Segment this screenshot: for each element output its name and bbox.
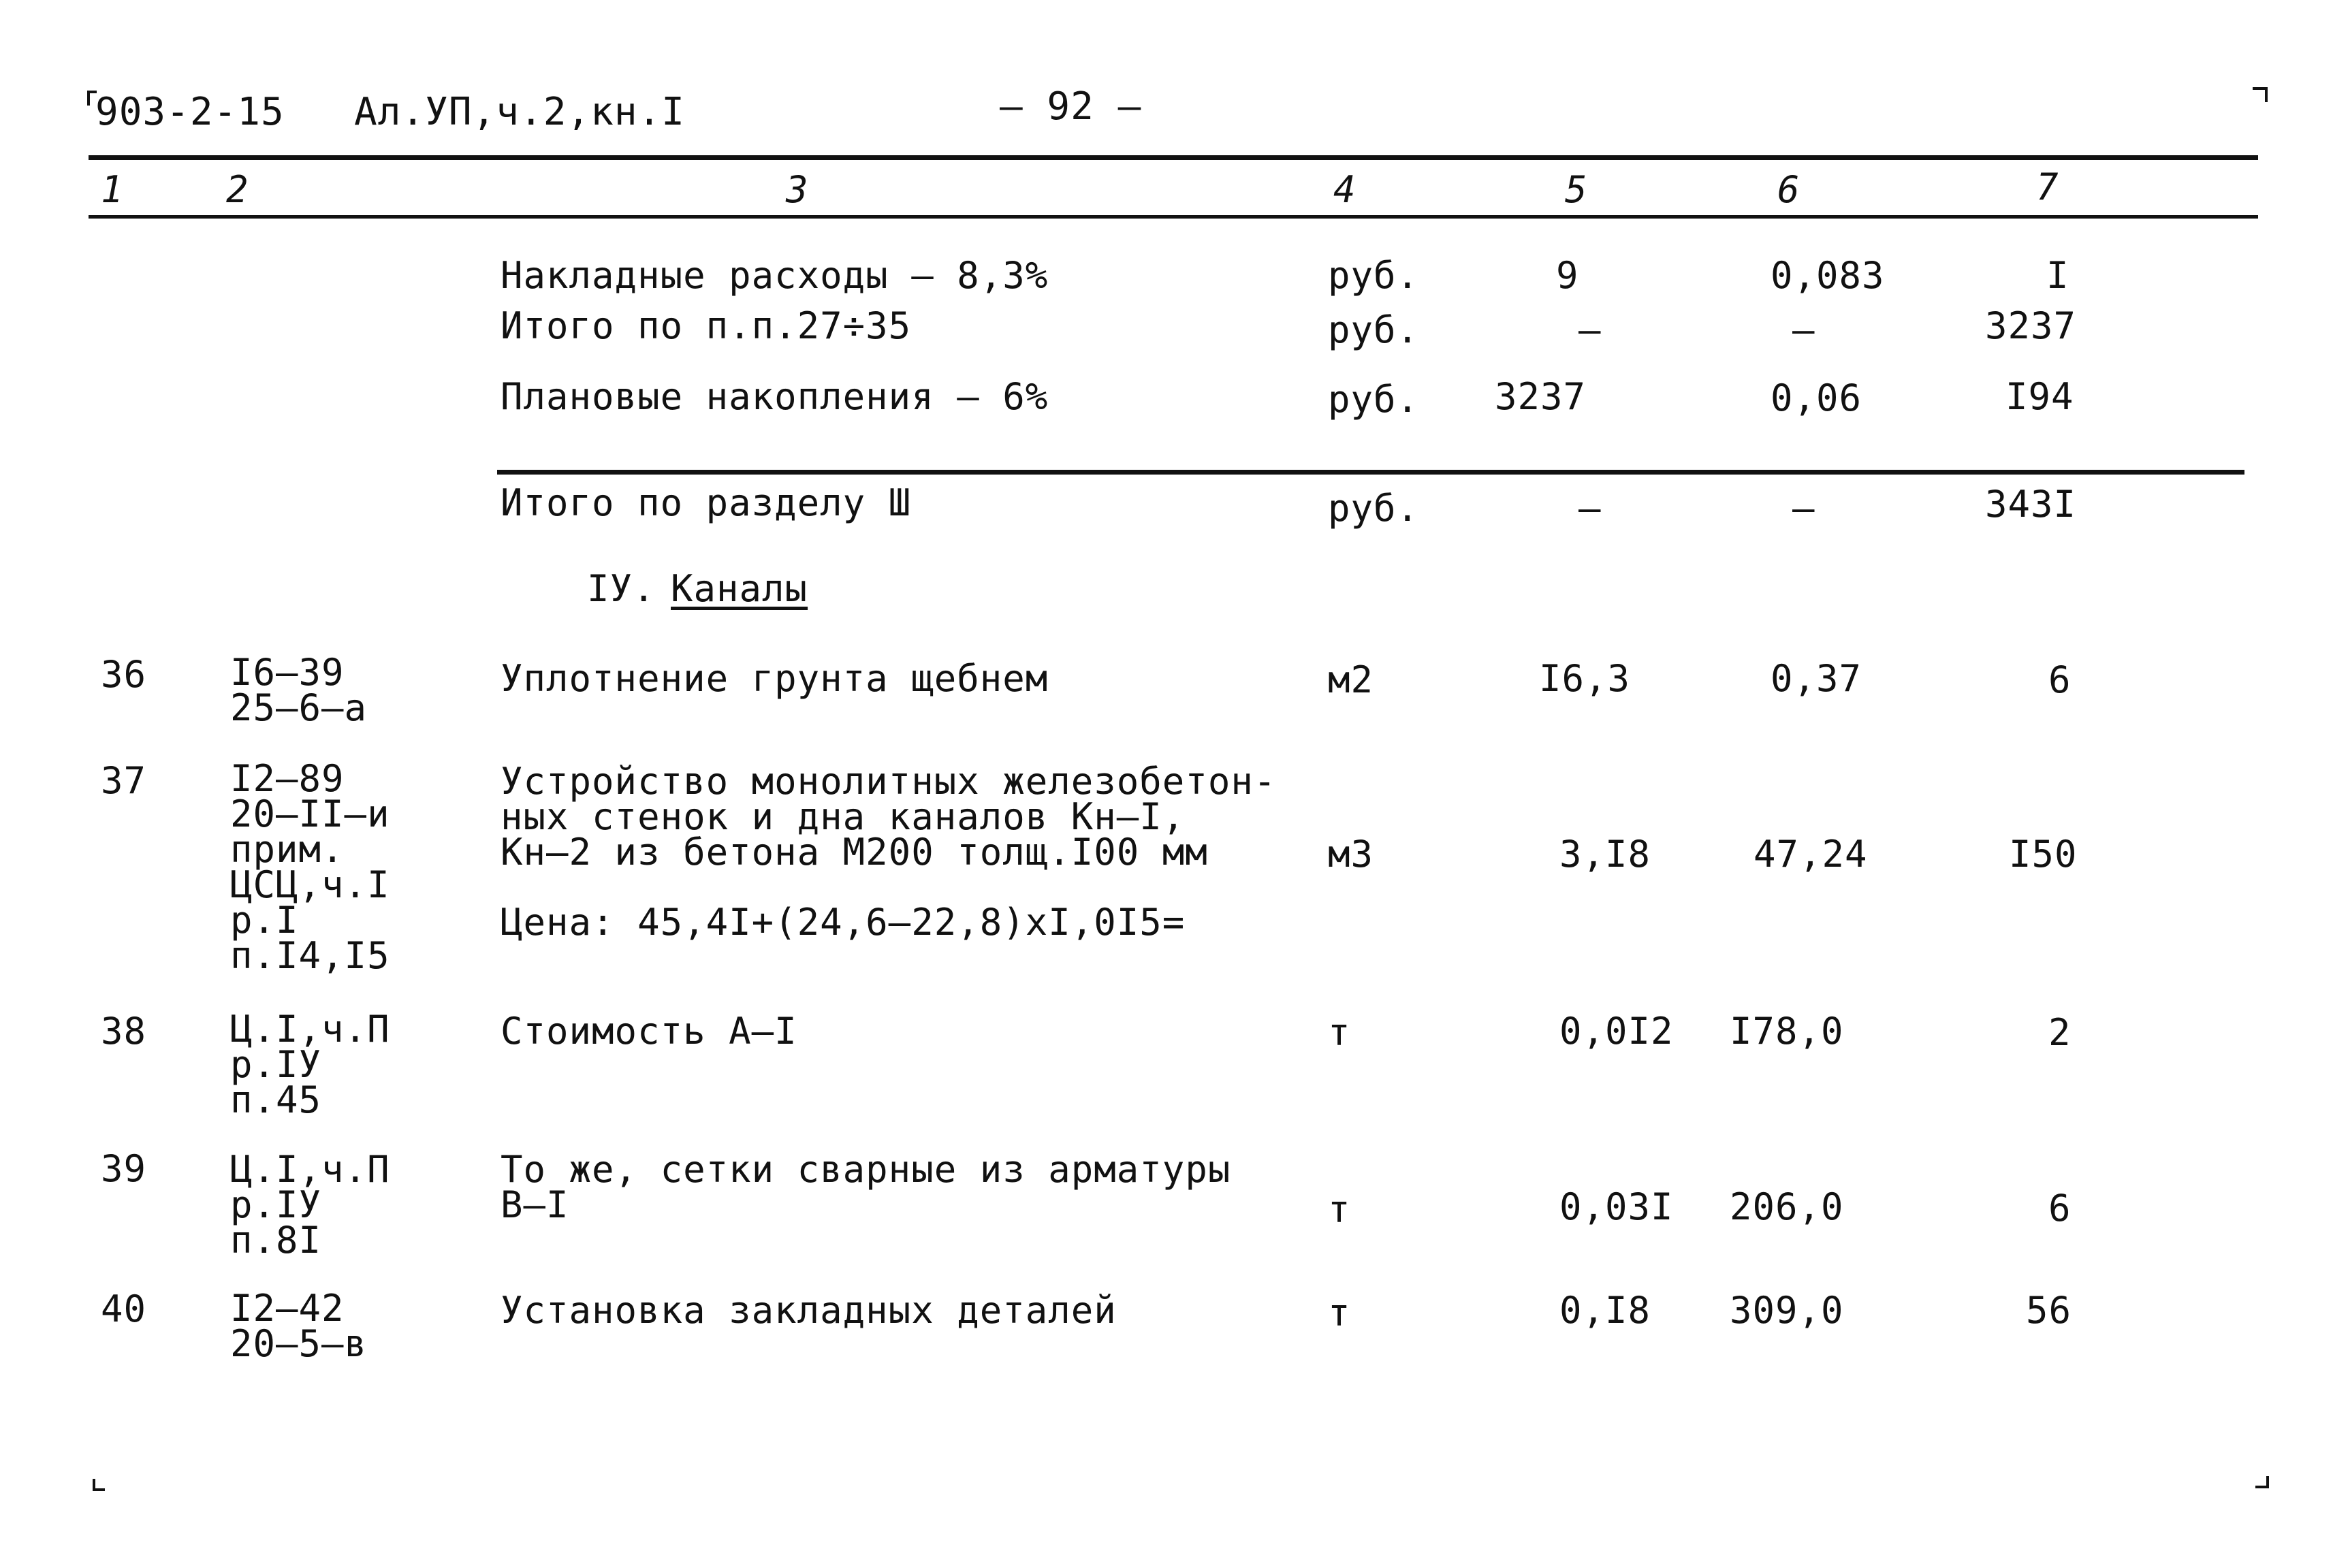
row-ref: I2–89	[230, 757, 345, 800]
section-total-name: Итого по разделу Ш	[501, 481, 912, 524]
row-unit: м3	[1328, 833, 1374, 876]
summary-price: 0,083	[1771, 254, 1885, 297]
section-total-value: 343I	[1985, 483, 2077, 526]
summary-name: Плановые накопления – 6%	[501, 375, 1049, 418]
album-ref: Ал.УП,ч.2,кн.I	[354, 90, 686, 134]
corner-mark-bottom-left	[93, 1479, 105, 1491]
row-ref: п.45	[230, 1078, 322, 1121]
col-header-6: 6	[1777, 168, 1800, 211]
row-total: 56	[2026, 1289, 2072, 1332]
row-description: Уплотнение грунта щебнем	[501, 657, 1049, 700]
row-description: Установка закладных деталей	[501, 1289, 1117, 1332]
row-ref: Ц.I,ч.П	[230, 1148, 390, 1191]
section-number: IУ.	[587, 567, 656, 610]
summary-price: –	[1792, 308, 1815, 351]
column-header-rule	[89, 215, 2258, 219]
summary-qty: –	[1578, 308, 1602, 351]
row-price: 47,24	[1753, 833, 1868, 876]
section-total-qty: –	[1578, 487, 1602, 530]
row-number: 39	[101, 1147, 147, 1190]
row-number: 36	[101, 653, 147, 696]
row-total: 6	[2048, 1187, 2072, 1230]
summary-qty: 3237	[1495, 375, 1587, 418]
summary-name: Накладные расходы – 8,3%	[501, 254, 1049, 297]
row-price: I78,0	[1730, 1010, 1844, 1053]
row-ref: ЦСЦ,ч.I	[230, 863, 390, 906]
row-qty: 3,I8	[1559, 833, 1651, 876]
col-header-5: 5	[1565, 168, 1588, 211]
row-unit: т	[1328, 1188, 1351, 1231]
row-unit: т	[1328, 1011, 1351, 1054]
page-number: – 92 –	[1000, 84, 1142, 129]
col-header-4: 4	[1333, 168, 1356, 211]
row-ref: р.IУ	[230, 1043, 322, 1086]
section-total-unit: руб.	[1328, 487, 1420, 530]
col-header-7: 7	[2036, 165, 2059, 208]
row-ref: р.I	[230, 899, 299, 942]
row-qty: 0,03I	[1559, 1185, 1674, 1228]
summary-name: Итого по п.п.27÷35	[501, 304, 912, 347]
col-header-3: 3	[786, 168, 809, 211]
row-number: 37	[101, 759, 147, 802]
row-description: ных стенок и дна каналов Кн–I,	[501, 795, 1186, 838]
row-total: I50	[2009, 833, 2078, 876]
row-description: Кн–2 из бетона М200 толщ.I00 мм	[501, 831, 1208, 874]
col-header-1: 1	[101, 168, 124, 211]
row-ref: р.IУ	[230, 1183, 322, 1226]
row-description: Стоимость А–I	[501, 1010, 797, 1053]
section-total-price: –	[1792, 487, 1815, 530]
col-header-2: 2	[226, 168, 249, 211]
summary-unit: руб.	[1328, 378, 1420, 421]
row-number: 40	[101, 1287, 147, 1330]
row-price: 0,37	[1771, 657, 1862, 700]
section-name: Каналы	[671, 567, 808, 610]
summary-total: I	[2046, 254, 2069, 297]
row-unit: т	[1328, 1292, 1351, 1334]
top-rule	[89, 155, 2258, 160]
row-price: 309,0	[1730, 1289, 1844, 1332]
row-description: В–I	[501, 1183, 569, 1226]
row-description: Устройство монолитных железобетон-	[501, 760, 1277, 803]
summary-total: 3237	[1985, 304, 2077, 347]
row-ref: I2–42	[230, 1287, 345, 1330]
row-ref: Ц.I,ч.П	[230, 1008, 390, 1051]
row-ref: п.8I	[230, 1219, 322, 1262]
corner-mark-top-right	[2253, 87, 2268, 102]
row-unit: м2	[1328, 658, 1374, 701]
row-total: 2	[2048, 1011, 2072, 1054]
summary-unit: руб.	[1328, 254, 1420, 297]
row-ref: 25–6–а	[230, 686, 368, 729]
summary-price: 0,06	[1771, 377, 1862, 419]
row-ref: 20–5–в	[230, 1322, 368, 1365]
section-total-rule	[497, 470, 2244, 475]
row-ref: п.I4,I5	[230, 934, 390, 977]
corner-mark-bottom-right	[2255, 1476, 2269, 1488]
row-qty: 0,0I2	[1559, 1010, 1674, 1053]
row-qty: I6,3	[1539, 657, 1631, 700]
row-qty: 0,I8	[1559, 1289, 1651, 1332]
summary-total: I94	[2005, 375, 2074, 418]
row-description: То же, сетки сварные из арматуры	[501, 1148, 1231, 1191]
row-ref: 20–II–и	[230, 793, 390, 835]
row-ref: I6–39	[230, 651, 345, 694]
doc-code: 903-2-15	[95, 90, 285, 134]
row-price: 206,0	[1730, 1185, 1844, 1228]
row-total: 6	[2048, 658, 2072, 701]
row-number: 38	[101, 1010, 147, 1053]
row-ref: прим.	[230, 828, 345, 871]
row-price-note: Цена: 45,4I+(24,6–22,8)хI,0I5=	[501, 901, 1186, 944]
summary-qty: 9	[1556, 254, 1579, 297]
summary-unit: руб.	[1328, 308, 1420, 351]
